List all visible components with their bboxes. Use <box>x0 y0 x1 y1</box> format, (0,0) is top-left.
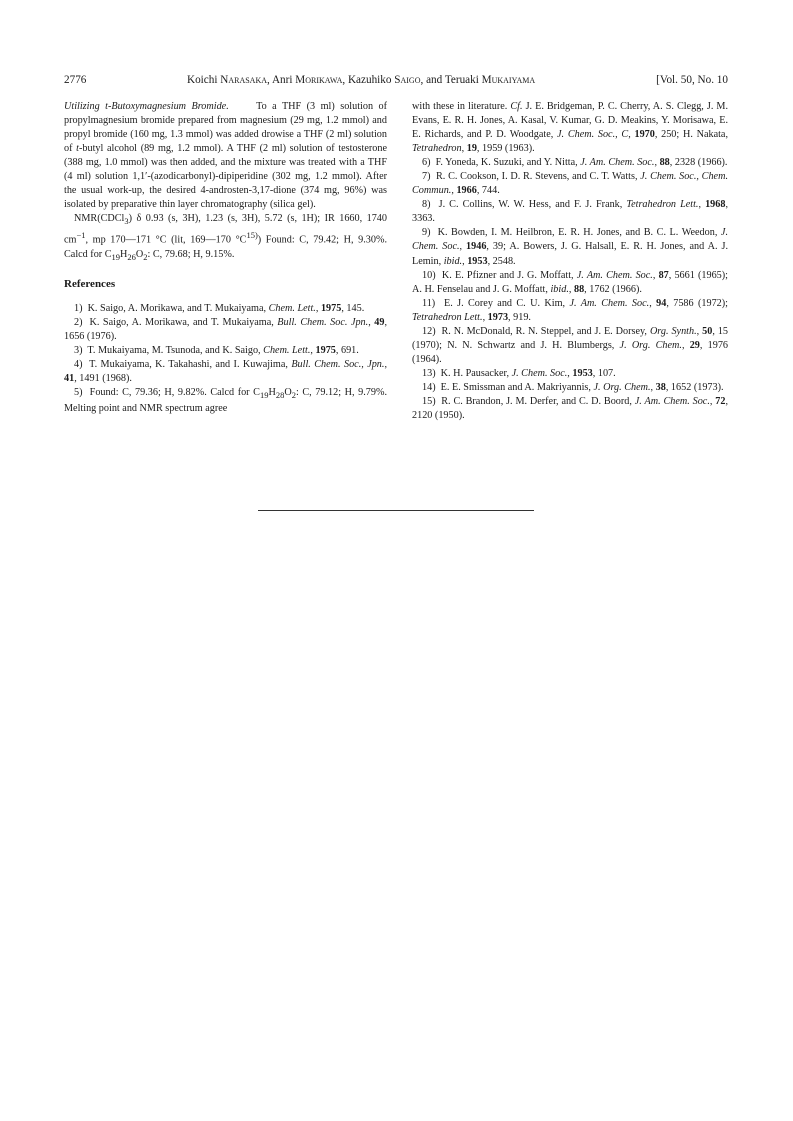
reference-1: 1) K. Saigo, A. Morikawa, and T. Mukaiyama, Chem. Lett., 1975, 145. <box>74 303 365 315</box>
volume-issue: [Vol. 50, No. 10 <box>656 74 728 86</box>
left-column <box>64 100 387 416</box>
reference-9: 9) K. Bowden, I. M. Heilbron, E. R. H. Jones, and B. C. L. Weedon, J. Chem. Soc., 1946, 39; A. Bowers, J. G. Halsall, E. R. H. Jones, and A. J. Lemin, ibid., 1953, 2548. <box>412 227 728 267</box>
page-number: 2776 <box>64 74 87 86</box>
references-heading: References <box>64 277 116 290</box>
reference-7: 7) R. C. Cookson, I. D. R. Stevens, and C. T. Watts, J. Chem. Soc., Chem. Commun., 1966, 744. <box>412 171 728 197</box>
right-column <box>412 100 728 423</box>
reference-4: 4) T. Mukaiyama, K. Takahashi, and I. Kuwajima, Bull. Chem. Soc., Jpn., 41, 1491 (1968). <box>64 359 387 385</box>
reference-11: 11) E. J. Corey and C. U. Kim, J. Am. Chem. Soc., 94, 7586 (1972); Tetrahedron Lett., 1973, 919. <box>412 297 728 323</box>
reference-5-part-1: 5) Found: C, 79.36; H, 9.82%. Calcd for $C_{19}H_{28}O_2$: C, 79.12; H, 9.79%. Melting point and NMR spectrum agree <box>64 387 387 415</box>
reference-15: 15) R. C. Brandon, J. M. Derfer, and C. D. Boord, J. Am. Chem. Soc., 72, 2120 (1950). <box>412 395 728 422</box>
reference-14: 14) E. E. Smissman and A. Makriyannis, J. Org. Chem., 38, 1652 (1973). <box>422 381 724 393</box>
experimental-heading: Utilizing t-Butoxymagnesium Bromide. <box>64 101 229 112</box>
reference-5-part-2: with these in literature. Cf. J. E. Bridgeman, P. C. Cherry, A. S. Clegg, J. M. Evans, E. R. H. Jones, A. Kasal, V. Kumar, G. D. Meakins, Y. Morisawa, E. E. Richards, and P. D. Woodgate, J. Chem. Soc., C, 1970, 250; H. Nakata, Tetrahedron, 19, 1959 (1963). <box>412 101 728 155</box>
reference-10: 10) K. E. Pfizner and J. G. Moffatt, J. Am. Chem. Soc., 87, 5661 (1965); A. H. Fenselau and J. G. Moffatt, ibid., 88, 1762 (1966). <box>412 269 728 295</box>
running-authors: Koichi Narasaka, Anri Morikawa, Kazuhiko Saigo, and Teruaki Mukaiyama <box>187 74 536 86</box>
reference-2: 2) K. Saigo, A. Morikawa, and T. Mukaiyama, Bull. Chem. Soc. Jpn., 49, 1656 (1976). <box>64 317 387 343</box>
end-rule <box>258 510 534 511</box>
reference-3: 3) T. Mukaiyama, M. Tsunoda, and K. Saigo, Chem. Lett., 1975, 691. <box>74 345 359 357</box>
running-header <box>64 73 728 87</box>
nmr-paragraph: NMR(CDCl$_3$) δ 0.93 (s, 3H), 1.23 (s, 3H), 5.72 (s, 1H); IR 1660, 1740 $cm^{-1}$, mp 170—171 °C (lit, 169—170 $^\circ C^{15)}$) Found: C, 79.42; H, 9.30%. Calcd for $C_{19}H_{26}O_2$: C, 79.68; H, 9.15%. <box>64 213 388 262</box>
reference-12: 12) R. N. McDonald, R. N. Steppel, and J. E. Dorsey, Org. Synth., 50, 15 (1970); N. N. Schwartz and J. H. Blumbergs, J. Org. Chem., 29, 1976 (1964). <box>412 325 729 365</box>
reference-8: 8) J. C. Collins, W. W. Hess, and F. J. Frank, Tetrahedron Lett., 1968, 3363. <box>412 199 728 225</box>
reference-6: 6) F. Yoneda, K. Suzuki, and Y. Nitta, J. Am. Chem. Soc., 88, 2328 (1966). <box>422 157 728 169</box>
experimental-paragraph: Utilizing t-Butoxymagnesium Bromide. To a THF (3 ml) solution of propylmagnesium bromide prepared from magnesium (29 mg, 1.2 mmol) and propyl bromide (160 mg, 1.3 mmol) was added drowise a THF (2 ml) solution of t-butyl alcohol (89 mg, 1.2 mmol). A THF (2 ml) solution of testosterone (388 mg, 1.0 mmol) was then added, and the mixture was treated with a THF (4 ml) solution 1,1′-(azodicarbonyl)-dipiperidine (302 mg, 1.2 mmol). After the usual work-up, the desired 4-androsten-3,17-dione (374 mg, 96%) was isolated by preparative thin layer chromatography (silica gel). <box>64 101 388 211</box>
reference-13: 13) K. H. Pausacker, J. Chem. Soc., 1953, 107. <box>422 367 616 379</box>
